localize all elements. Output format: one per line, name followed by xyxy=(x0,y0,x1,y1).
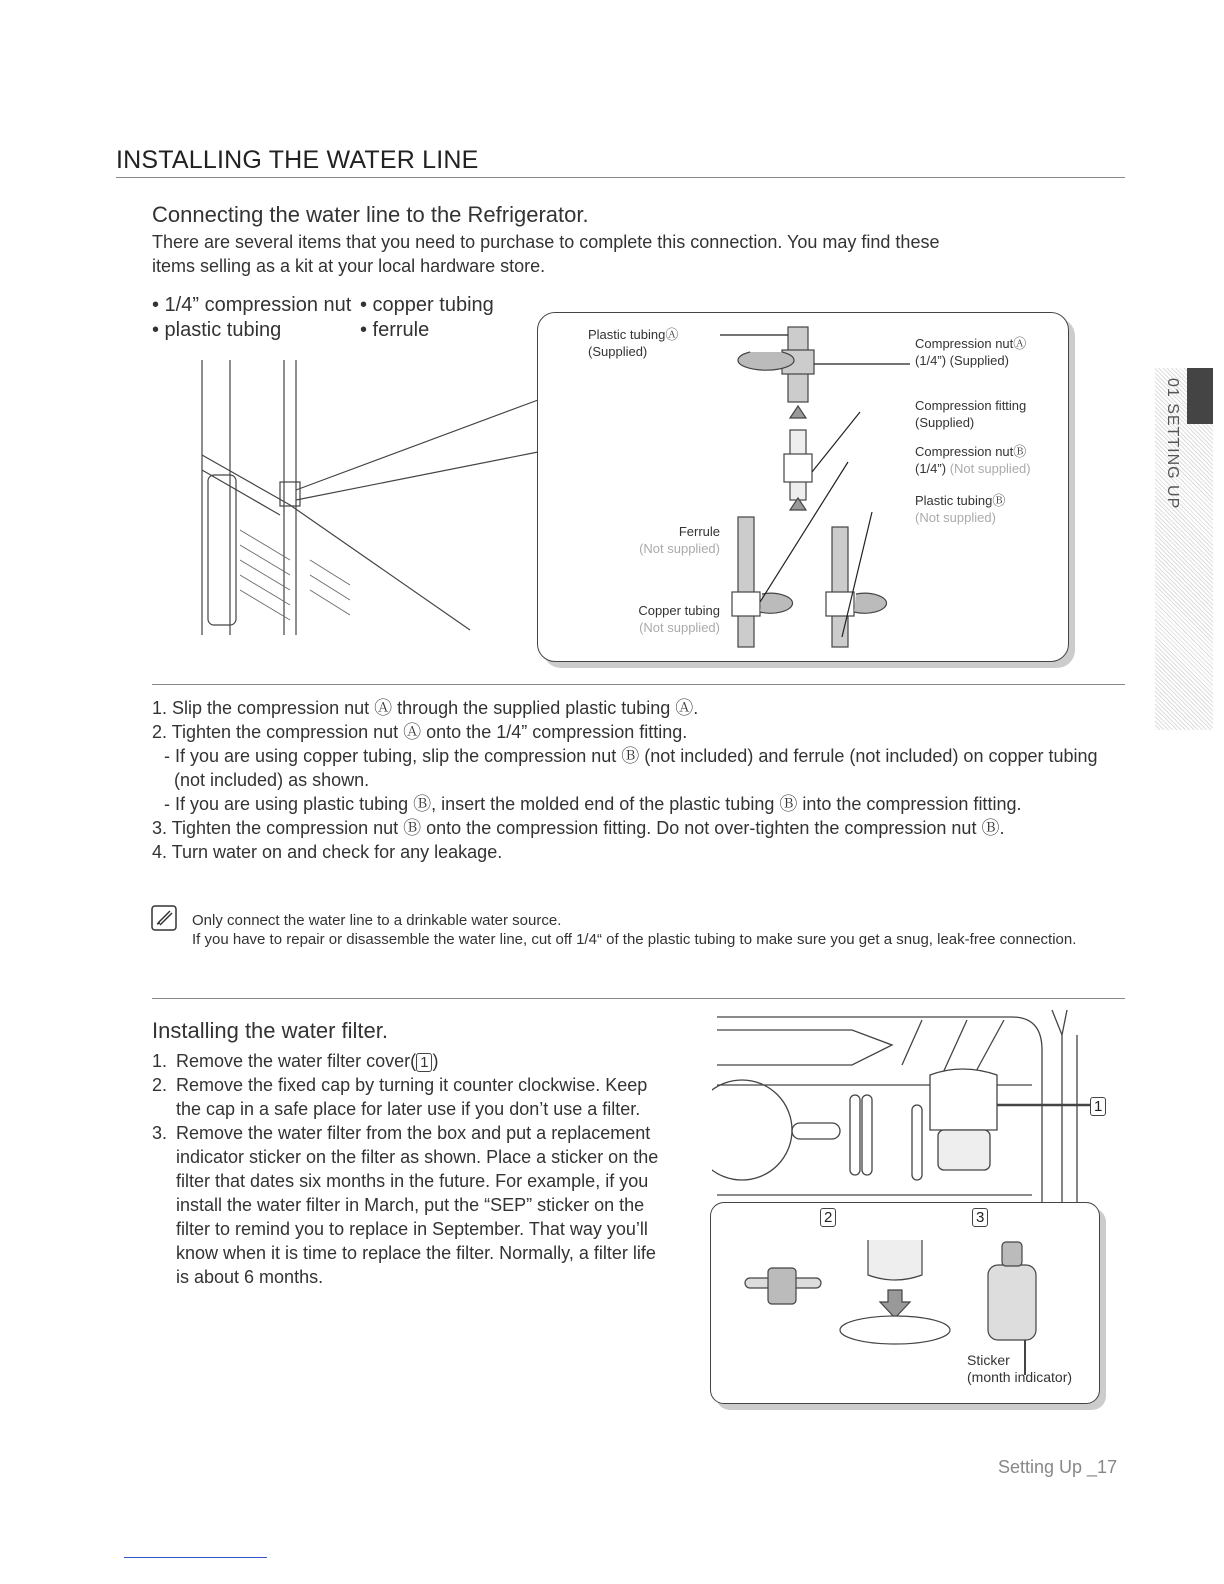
label-ferrule xyxy=(624,523,720,557)
label-copper-tubing xyxy=(620,602,720,636)
step: 1. Slip the compression nut Ⓐ through the supplied plastic tubing Ⓐ. xyxy=(152,698,699,718)
label-plastic-tubing-b xyxy=(915,492,1005,526)
step-num: 2. xyxy=(152,1075,168,1095)
step-text: Remove the water filter cover( xyxy=(176,1051,417,1071)
connecting-intro: There are several items that you need to purchase to complete this connection. You may find these items selling as a kit at your local hardware store. xyxy=(152,232,940,276)
label-size: (1/4”) xyxy=(915,461,947,476)
step xyxy=(152,1121,672,1289)
label-sub: (Not supplied) xyxy=(639,541,720,556)
item: • plastic tubing xyxy=(152,319,282,341)
side-tab-marker xyxy=(1187,368,1213,424)
step xyxy=(152,1073,672,1121)
label-compression-nut-b xyxy=(915,443,1031,477)
label-sub: (month indicator) xyxy=(967,1369,1073,1385)
callout-2: 2 xyxy=(820,1208,836,1227)
label-compression-nut-a xyxy=(915,335,1026,369)
label-sub: (Supplied) xyxy=(588,344,648,359)
label-sub: (Supplied) xyxy=(915,415,975,430)
side-tab[interactable] xyxy=(1155,368,1213,730)
step: 2. Tighten the compression nut Ⓐ onto the 1/4” compression fitting. xyxy=(152,722,688,742)
connecting-title: Connecting the water line to the Refrigerator. xyxy=(152,202,589,227)
label-sub: (Not supplied) xyxy=(915,510,996,525)
label-text: Sticker xyxy=(967,1352,1010,1368)
label-sub: (Not supplied) xyxy=(949,461,1031,476)
item: • ferrule xyxy=(360,319,430,341)
label-compression-fitting xyxy=(915,397,1026,431)
item: • copper tubing xyxy=(360,294,494,316)
step: 3. Tighten the compression nut Ⓑ onto the compression fitting. Do not over-tighten the compression nut Ⓑ. xyxy=(152,818,1005,838)
filter-title: Installing the water filter. xyxy=(152,1018,389,1043)
divider xyxy=(152,684,1125,685)
callout-3: 3 xyxy=(972,1208,988,1227)
step-num: 1. xyxy=(152,1051,168,1071)
title-divider xyxy=(116,177,1125,178)
note-icon xyxy=(150,903,180,933)
fridge-back-illustration xyxy=(200,360,540,640)
connecting-steps xyxy=(152,696,1112,864)
page-footer: Setting Up _17 xyxy=(998,1457,1118,1477)
step-text: Remove the water filter from the box and put a replacement indicator sticker on the filter as shown. Place a sticker on the filter that dates six months in the future. For example, if you install the water filter in March, put the “SEP” sticker on the filter to remind you to replace in September. That way you’ll know when it is time to replace the filter. Normally, a filter life is about 6 months. xyxy=(176,1123,659,1287)
sub-step: - If you are using plastic tubing Ⓑ, insert the molded end of the plastic tubing Ⓑ into the compression fitting. xyxy=(164,794,1022,814)
label-text: Compression fitting xyxy=(915,398,1027,413)
note: Only connect the water line to a drinkable water source. xyxy=(192,912,562,929)
fitting-diagram xyxy=(720,322,920,652)
label-text: Ferrule xyxy=(678,524,720,539)
label-sub: (1/4”) (Supplied) xyxy=(915,353,1009,368)
label-text: Plastic tubingⒶ xyxy=(588,327,679,342)
step-text: ) xyxy=(432,1051,439,1071)
label-text: Plastic tubingⒷ xyxy=(915,493,1006,508)
label-sub: (Not supplied) xyxy=(639,620,720,635)
item: • 1/4” compression nut xyxy=(152,294,352,316)
filter-steps xyxy=(152,1049,672,1289)
label-text: Compression nutⒷ xyxy=(915,444,1027,459)
section-title: INSTALLING THE WATER LINE xyxy=(116,146,479,174)
notes xyxy=(192,911,1092,949)
sub-step: - If you are using copper tubing, slip the compression nut Ⓑ (not included) and ferrule (not included) on copper tubing (not included) as shown. xyxy=(164,746,1098,790)
step xyxy=(152,1049,672,1073)
label-sticker xyxy=(967,1352,1072,1386)
label-plastic-tubing-a xyxy=(588,326,678,360)
note: If you have to repair or disassemble the water line, cut off 1/4“ of the plastic tubing to make sure you get a snug, leak-free connection. xyxy=(192,931,1077,948)
step-text: Remove the fixed cap by turning it counter clockwise. Keep the cap in a safe place for later use if you don’t use a filter. xyxy=(176,1075,648,1119)
step: 4. Turn water on and check for any leakage. xyxy=(152,842,503,862)
callout-1: 1 xyxy=(1090,1097,1106,1116)
side-tab-label: 01 SETTING UP xyxy=(1164,378,1181,510)
label-text: Compression nutⒶ xyxy=(915,336,1027,351)
label-text: Copper tubing xyxy=(638,603,720,618)
footer-line xyxy=(124,1557,267,1558)
callout-box: 1 xyxy=(416,1053,432,1072)
step-num: 3. xyxy=(152,1123,168,1143)
divider xyxy=(152,998,1125,999)
filter-location-illustration xyxy=(712,1005,1122,1205)
